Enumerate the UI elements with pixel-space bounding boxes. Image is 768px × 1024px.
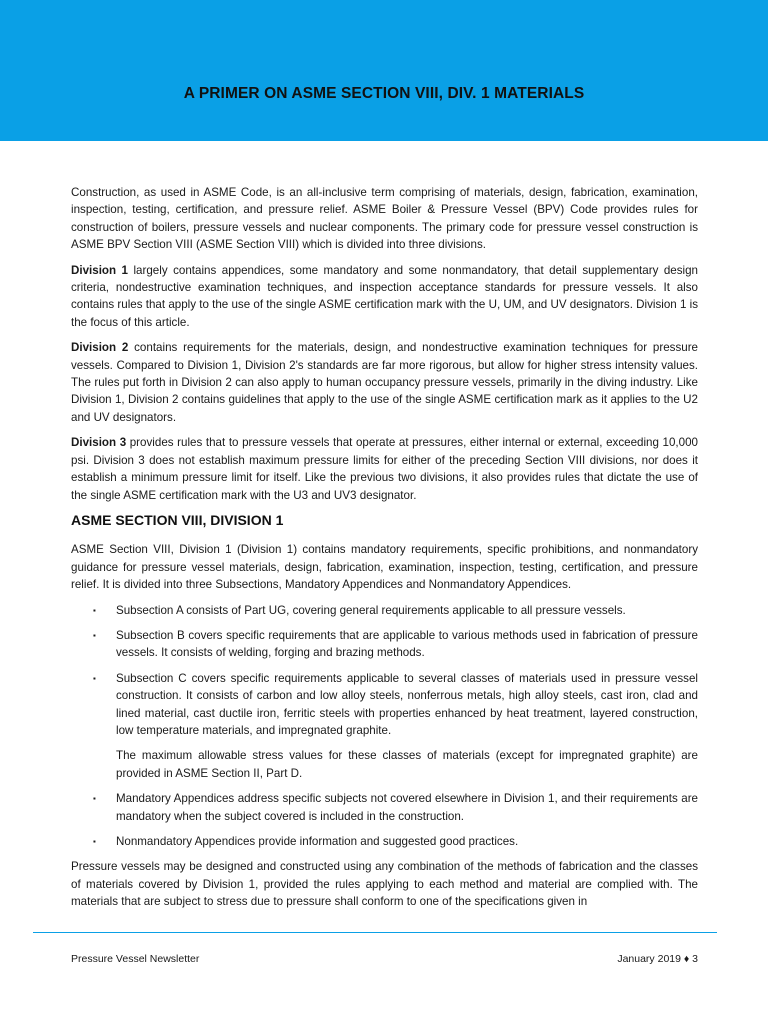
article-body (71, 184, 698, 919)
section-intro-paragraph: ASME Section VIII, Division 1 (Division 1) contains mandatory requirements, specific prohibitions, and nonmandatory guidance for pressure vessel materials, design, fabrication, examination, inspection, testing, certification, and pressure relief. It is divided into three Subsections, Mandatory Appendices and Nonmandatory Appendices. (71, 543, 698, 592)
closing-paragraph: Pressure vessels may be designed and constructed using any combination of the methods of fabrication and the classes of materials covered by Division 1, provided the rules applying to each method and material are complied with. The materials that are subject to stress due to pressure shall conform to one of the specifications given in (71, 860, 698, 909)
footer-publication: Pressure Vessel Newsletter (71, 953, 200, 965)
footer-divider (33, 932, 717, 933)
list-item (71, 602, 698, 619)
division-2-label: Division 2 (71, 341, 129, 355)
list-item-text: Nonmandatory Appendices provide information and suggested good practices. (116, 835, 519, 848)
division-2-text: contains requirements for the materials, design, and nondestructive examination techniques for pressure vessels. Compared to Division 1, Division 2's standards are far more rigorous, but allow for higher stress intensity values. The rules put forth in Division 2 can also apply to human occupancy pressure vessels, primarily in the diving industry. Like Division 1, Division 2 contains guidelines that apply to the use of the single ASME certification mark as it applies to the U2 and UV designators. (71, 341, 698, 424)
subsection-list (71, 602, 698, 851)
page-title: A PRIMER ON ASME SECTION VIII, DIV. 1 MATERIALS (183, 85, 585, 102)
bullet-icon: ▪ (93, 837, 96, 846)
division-3-label: Division 3 (71, 436, 127, 450)
list-item (71, 670, 698, 782)
list-item-text: Subsection C covers specific requirements applicable to several classes of materials used in pressure vessel construction. It consists of carbon and low alloy steels, nonferrous metals, high alloy steels, cast iron, clad and lined material, cast ductile iron, ferritic steels with properties enhanced by heat treatment, layered construction, low temperature materials, and impregnated graphite. (116, 671, 698, 737)
list-item-text: Subsection B covers specific requirements that are applicable to various methods used in fabrication of pressure vessels. It consists of welding, forging and brazing methods. (116, 628, 698, 660)
header-banner (0, 0, 768, 141)
bullet-icon: ▪ (93, 605, 96, 615)
bullet-icon: ▪ (93, 630, 96, 640)
division-2-paragraph (71, 339, 698, 426)
bullet-icon: ▪ (93, 794, 96, 804)
list-item (71, 833, 698, 850)
intro-paragraph: Construction, as used in ASME Code, is an all-inclusive term comprising of materials, design, fabrication, examination, inspection, testing, certification, and pressure relief. ASME Boiler & Pressure Vessel (BPV) Code provides rules for construction of boilers, pressure vessels and nuclear components. The primary code for pressure vessel construction is ASME BPV Section VIII (ASME Section VIII) which is divided into three divisions. (71, 186, 698, 252)
section-heading: ASME SECTION VIII, DIVISION 1 (71, 511, 284, 528)
footer-date-page: January 2019 ♦ 3 (617, 953, 698, 965)
division-3-paragraph (71, 434, 698, 504)
list-item-text: Mandatory Appendices address specific subjects not covered elsewhere in Division 1, and their requirements are mandatory when the subject covered is included in the construction. (116, 792, 698, 823)
division-1-paragraph (71, 262, 698, 332)
division-3-text: provides rules that to pressure vessels that operate at pressures, either internal or external, exceeding 10,000 psi. Division 3 does not establish maximum pressure limits for either of the preceding Section VIII divisions, nor does it establish a minimum pressure limit for itself. Like the previous two divisions, it also provides rules that dictate the use of the single ASME certification mark with the U3 and UV3 designator. (71, 436, 698, 502)
division-1-text: largely contains appendices, some mandatory and some nonmandatory, that detail supplementary design criteria, nondestructive examination techniques, and inspection acceptance standards for pressure vessels. It also contains rules that apply to the use of the single ASME certification mark with the U, UM, and UV designators. Division 1 is the focus of this article. (71, 263, 699, 329)
list-item-note: The maximum allowable stress values for these classes of materials (except for impregnated graphite) are provided in ASME Section II, Part D. (116, 749, 698, 780)
list-item (71, 790, 698, 825)
list-item-text: Subsection A consists of Part UG, covering general requirements applicable to all pressure vessels. (116, 603, 626, 617)
list-item (71, 627, 698, 662)
bullet-icon: ▪ (93, 673, 96, 683)
division-1-label: Division 1 (71, 263, 129, 277)
